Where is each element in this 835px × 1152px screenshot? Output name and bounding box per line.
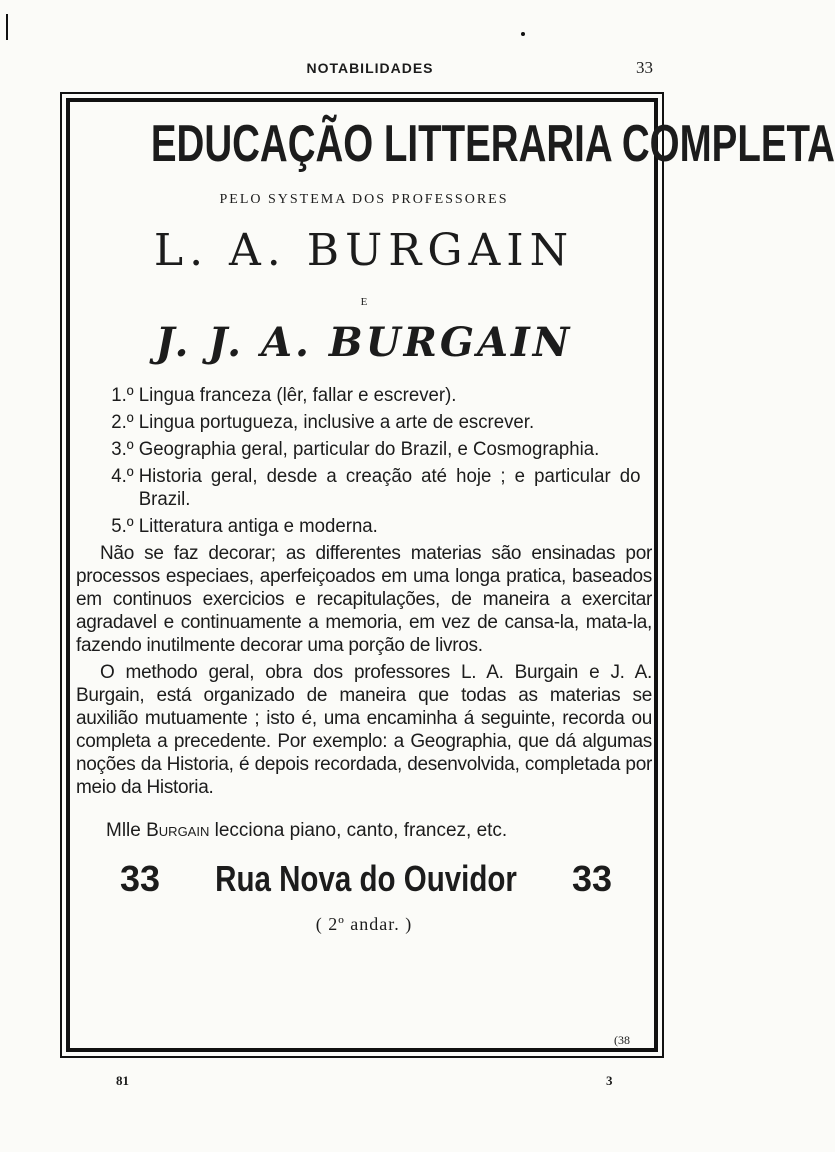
course-text: Litteratura antiga e moderna. [138, 516, 378, 537]
course-list [76, 384, 652, 538]
course-item [76, 438, 640, 461]
course-text: Geographia geral, particular do Brazil, e Cosmographia. [138, 439, 600, 460]
advertisement [76, 108, 835, 935]
mlle-text: lecciona piano, canto, francez, etc. [214, 820, 508, 841]
margin-mark [6, 14, 8, 40]
subtitle: PELO SYSTEMA DOS PROFESSORES [219, 192, 509, 207]
conjunction: E [360, 296, 368, 308]
course-item [76, 465, 640, 511]
course-text: Lingua franceza (lêr, fallar e escrever). [138, 385, 457, 406]
signature-mark-left: 81 [116, 1073, 129, 1088]
method-paragraph-1: Não se faz decorar; as differentes materias são ensinadas por processos especiaes, aperfeiçoados em uma longa pratica, baseados em continuos exercicios e recapitulações, de maneira a exercitar agradavel e continuamente a memoria, em vez de cansa-la, mata-la, fazendo inutilmente decorar uma porção de livros. [76, 543, 652, 656]
running-title: NOTABILIDADES [306, 60, 434, 76]
ink-speck [521, 32, 525, 36]
professor-name-1: L. A. BURGAIN [153, 225, 575, 276]
method-paragraph-2: O methodo geral, obra dos professores L. A. Burgain e J. A. Burgain, está organizado de maneira que todas as materias se auxilião mutuamente ; isto é, uma encaminha á seguinte, recorda ou completa a precedente. Por exemplo: a Geographia, que dá algumas noções da Historia, é depois recordada, desenvolvida, completada por meio da Historia. [76, 662, 652, 798]
address-number-right: 33 [571, 858, 612, 899]
mlle-name: Burgain [146, 820, 210, 841]
address-line [76, 858, 652, 900]
page-number: 33 [636, 58, 653, 77]
course-number: 4.º [111, 466, 134, 487]
course-item [76, 411, 640, 434]
headline: EDUCAÇÃO LITTERARIA COMPLETA [150, 115, 835, 173]
running-head [0, 60, 725, 84]
course-number: 1.º [111, 385, 134, 406]
signature-mark-right: 3 [606, 1073, 613, 1088]
address-street: Rua Nova do Ouvidor [215, 858, 517, 899]
course-text: Historia geral, desde a creação até hoje ; e particular do Brazil. [138, 466, 641, 510]
course-number: 3.º [111, 439, 134, 460]
address-number-left: 33 [120, 858, 161, 899]
course-item [76, 515, 640, 538]
course-number: 2.º [111, 412, 134, 433]
course-item [76, 384, 640, 407]
ad-reference: (38 [614, 1033, 630, 1047]
course-text: Lingua portugueza, inclusive a arte de escrever. [138, 412, 535, 433]
mlle-prefix: Mlle [106, 820, 141, 841]
floor-note: ( 2º andar. ) [315, 914, 413, 934]
mlle-line [76, 819, 652, 842]
professor-name-2: J. J. A. BURGAIN [155, 319, 573, 366]
course-number: 5.º [111, 516, 134, 537]
